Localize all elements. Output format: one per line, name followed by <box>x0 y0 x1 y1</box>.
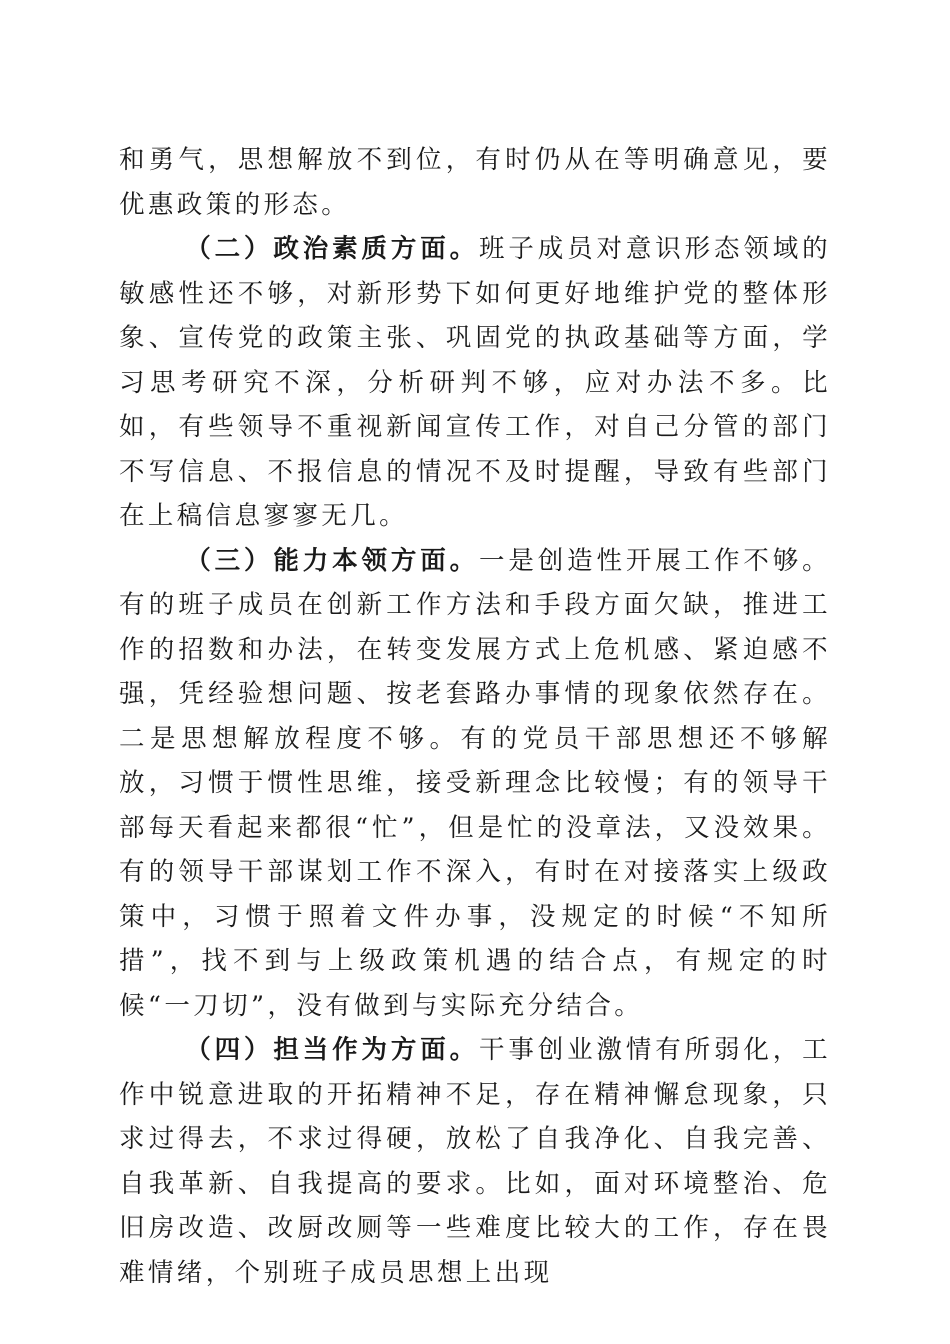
paragraph-political-quality <box>119 227 831 539</box>
paragraph-responsibility <box>119 1028 831 1295</box>
section-heading: （四）担当作为方面。 <box>185 1035 479 1065</box>
paragraph-text: 干事创业激情有所弱化，工作中锐意进取的开拓精神不足，存在精神懈怠现象，只求过得去，不求过得硬，放松了自我净化、自我完善、自我革新、自我提高的要求。比如，面对环境整治、危旧房改造、改厨改厕等一些难度比较大的工作，存在畏难情绪，个别班子成员思想上出现 <box>119 1035 831 1288</box>
paragraph-text: 一是创造性开展工作不够。有的班子成员在创新工作方法和手段方面欠缺，推进工作的招数和办法，在转变发展方式上危机感、紧迫感不强，凭经验想问题、按老套路办事情的现象依然存在。二是思想解放程度不够。有的党员干部思想还不够解放，习惯于惯性思维，接受新理念比较慢；有的领导干部每天看起来都很“忙”，但是忙的没章法，又没效果。有的领导干部谋划工作不深入，有时在对接落实上级政策中，习惯于照着文件办事，没规定的时候“不知所措”，找不到与上级政策机遇的结合点，有规定的时候“一刀切”，没有做到与实际充分结合。 <box>119 545 831 1021</box>
paragraph-ability <box>119 539 831 1029</box>
paragraph-text: 班子成员对意识形态领域的敏感性还不够，对新形势下如何更好地维护党的整体形象、宣传党的政策主张、巩固党的执政基础等方面，学习思考研究不深，分析研判不够，应对办法不多。比如，有些领导不重视新闻宣传工作，对自己分管的部门不写信息、不报信息的情况不及时提醒，导致有些部门在上稿信息寥寥无几。 <box>119 234 831 531</box>
section-heading: （二）政治素质方面。 <box>185 234 479 264</box>
document-body <box>119 138 831 1295</box>
paragraph-text: 和勇气，思想解放不到位，有时仍从在等明确意见，要优惠政策的形态。 <box>119 145 831 220</box>
section-heading: （三）能力本领方面。 <box>185 545 479 576</box>
paragraph-continuation <box>119 138 831 227</box>
